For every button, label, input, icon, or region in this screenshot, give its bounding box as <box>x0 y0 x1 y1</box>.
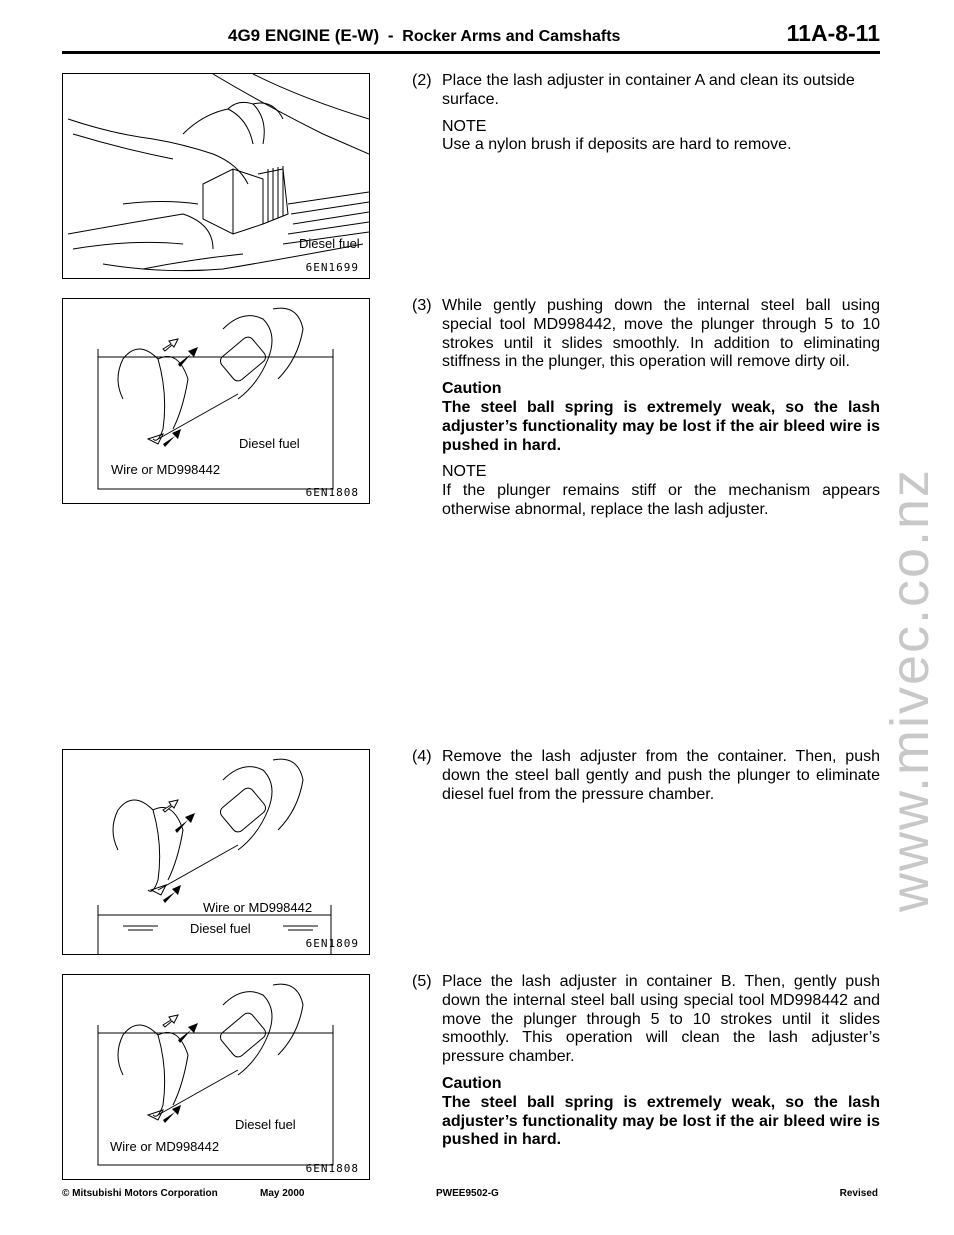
step-number: (2) <box>412 72 432 89</box>
caution-text: The steel ball spring is extremely weak, so the lash adjuster’s functionality may be lost if the air bleed wire is pushed in hard. <box>442 398 880 454</box>
footer-copyright: © Mitsubishi Motors Corporation <box>62 1188 218 1199</box>
step-3 <box>412 297 880 520</box>
fig2-label-diesel-fuel: Diesel fuel <box>239 436 300 451</box>
caution-label: Caution <box>442 1074 502 1092</box>
step-number: (5) <box>412 973 432 990</box>
step-4 <box>412 748 880 804</box>
step-number: (3) <box>412 297 432 314</box>
header-rule <box>62 51 880 54</box>
fig3-label-diesel-fuel: Diesel fuel <box>190 921 251 936</box>
step-5 <box>412 973 880 1150</box>
title-separator: - <box>387 26 394 45</box>
page-number: 11A-8-11 <box>786 20 880 46</box>
footer-date: May 2000 <box>260 1188 305 1199</box>
fig1-label-diesel-fuel: Diesel fuel <box>299 236 360 251</box>
fig1-code: 6EN1699 <box>305 261 359 274</box>
note-label: NOTE <box>442 117 487 135</box>
figure-plunger-pumping <box>62 298 370 504</box>
engine-title: 4G9 ENGINE (E-W) <box>228 26 380 45</box>
step-text: Place the lash adjuster in container A and clean its outside surface. <box>442 72 855 108</box>
fig4-label-wire: Wire or MD998442 <box>110 1139 220 1154</box>
step-text: While gently pushing down the internal steel ball using special tool MD998442, move the plunger through 5 to 10 strokes until it slides smoothly. In addition to eliminating stiffness in the plunger, this operation will remove dirty oil. <box>442 297 880 371</box>
note-text: Use a nylon brush if deposits are hard to remove. <box>442 136 792 154</box>
figure-cleaning-brush <box>62 73 370 279</box>
watermark: www.mivec.co.nz <box>880 467 940 913</box>
header-title <box>228 26 620 46</box>
fig2-code: 6EN1808 <box>305 486 359 499</box>
fig3-label-wire: Wire or MD998442 <box>203 900 313 915</box>
footer-status: Revised <box>839 1188 878 1199</box>
caution-text: The steel ball spring is extremely weak, so the lash adjuster’s functionality may be lost if the air bleed wire is pushed in hard. <box>442 1093 880 1149</box>
note-label: NOTE <box>442 463 487 481</box>
caution-label: Caution <box>442 380 502 398</box>
fig2-label-wire: Wire or MD998442 <box>111 462 221 477</box>
step-2 <box>412 72 880 155</box>
note-text: If the plunger remains stiff or the mechanism appears otherwise abnormal, replace the lash adjuster. <box>442 482 880 518</box>
figure-container-b-pumping <box>62 974 370 1180</box>
fig4-code: 6EN1808 <box>305 1162 359 1175</box>
step-text: Place the lash adjuster in container B. Then, gently push down the internal steel ball using special tool MD998442 and move the plunger through 5 to 10 strokes until it slides smoothly. This operation will clean the lash adjuster’s pressure chamber. <box>442 973 880 1066</box>
step-text: Remove the lash adjuster from the container. Then, push down the steel ball gently and push the plunger to eliminate diesel fuel from the pressure chamber. <box>442 748 880 803</box>
section-subtitle: Rocker Arms and Camshafts <box>402 28 621 45</box>
step-number: (4) <box>412 748 432 765</box>
page-header <box>228 20 880 54</box>
fig4-label-diesel-fuel: Diesel fuel <box>235 1117 296 1132</box>
fig3-code: 6EN1809 <box>305 937 359 950</box>
figure-fuel-removal <box>62 749 370 955</box>
footer-doc-code: PWEE9502-G <box>436 1188 499 1199</box>
